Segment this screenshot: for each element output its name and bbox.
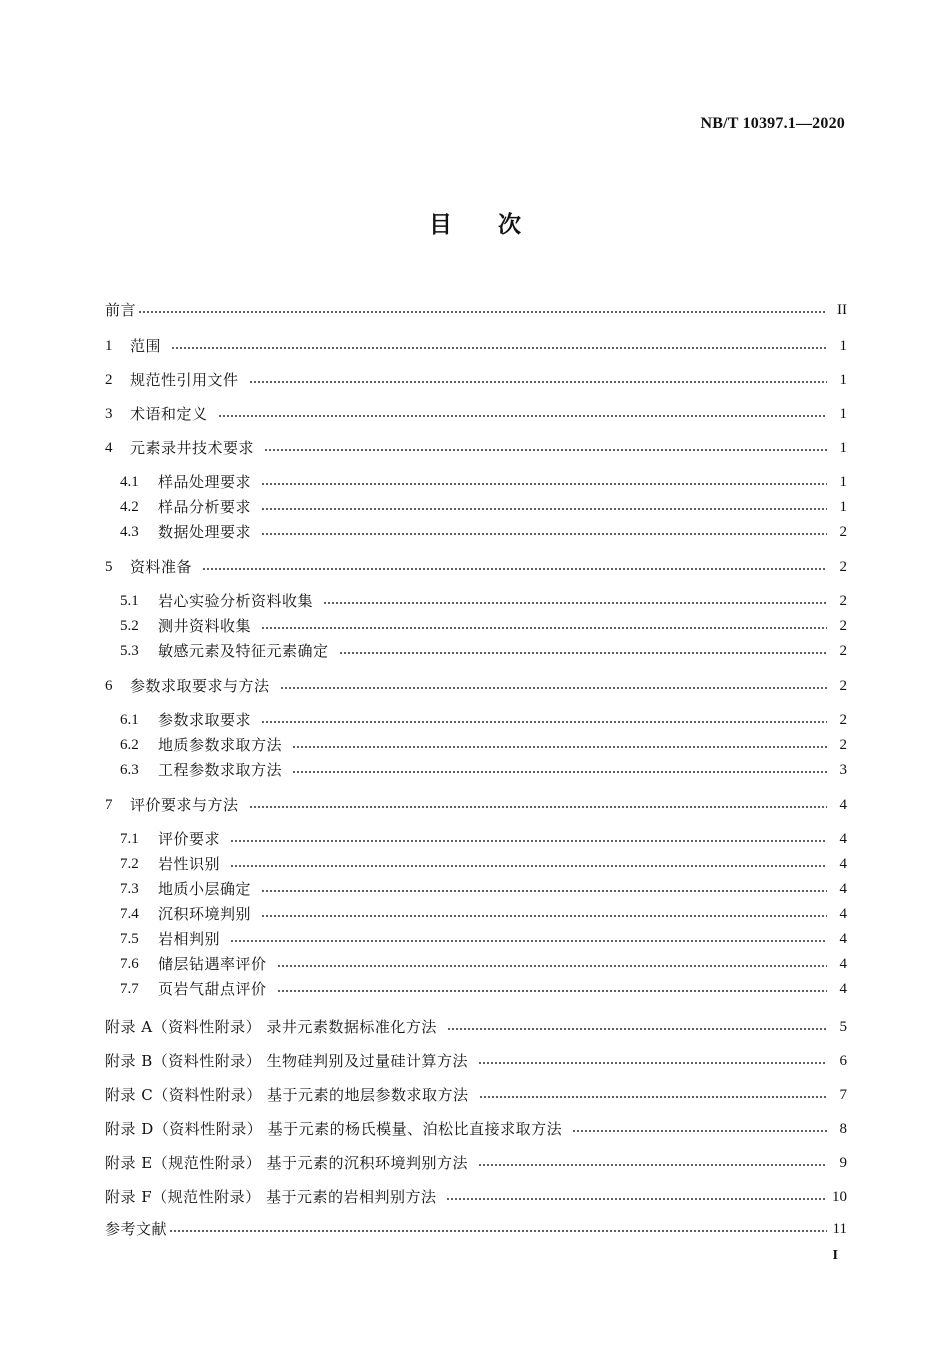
toc-entry[interactable] (105, 1117, 847, 1139)
toc-entry-label: 评价要求与方法 (130, 796, 239, 814)
toc-entry-page: 9 (839, 1155, 847, 1171)
toc-entry-page: 2 (839, 524, 847, 540)
toc-entry-label: 地质小层确定 (158, 880, 252, 898)
toc-entry-label: 工程参数求取方法 (158, 761, 283, 779)
toc-entry-page: 2 (839, 618, 847, 634)
toc-dot-leader (230, 863, 827, 869)
toc-entry[interactable] (105, 368, 847, 390)
toc-entry[interactable] (120, 902, 847, 924)
toc-entry-number: 7 (105, 797, 113, 813)
toc-entry-number: 4 (105, 440, 113, 456)
toc-entry-label: 元素录井技术要求 (130, 439, 255, 457)
toc-dot-leader (280, 685, 827, 691)
toc-entry-page: 1 (839, 440, 847, 456)
toc-entry-label: 资料准备 (130, 558, 193, 576)
toc-entry-page: 2 (839, 559, 847, 575)
toc-entry[interactable] (120, 470, 847, 492)
standard-code: NB/T 10397.1—2020 (700, 115, 845, 132)
toc-entry-number: 6.3 (120, 762, 139, 778)
toc-entry-label: 附录 F（规范性附录） 基于元素的岩相判别方法 (105, 1188, 437, 1206)
page-number: I (832, 1248, 838, 1263)
toc-entry-label: 样品分析要求 (158, 498, 252, 516)
toc-entry[interactable] (120, 852, 847, 874)
toc-entry-number: 5 (105, 559, 113, 575)
toc-entry[interactable] (120, 952, 847, 974)
toc-entry[interactable] (120, 733, 847, 755)
toc-entry[interactable] (105, 1049, 847, 1071)
toc-entry-number: 4.3 (120, 524, 139, 540)
toc-dot-leader (261, 888, 827, 894)
toc-entry-page: 8 (839, 1121, 847, 1137)
toc-entry-page: 2 (839, 593, 847, 609)
toc-entry[interactable] (105, 402, 847, 424)
toc-entry[interactable] (120, 614, 847, 636)
toc-entry[interactable] (120, 927, 847, 949)
toc-entry-label: 敏感元素及特征元素确定 (158, 642, 329, 660)
toc-dot-leader (249, 379, 827, 385)
toc-dot-leader (478, 1060, 827, 1066)
toc-dot-leader (478, 1162, 827, 1168)
toc-entry-page: 10 (832, 1189, 847, 1205)
toc-entry-number: 7.5 (120, 931, 139, 947)
toc-entry-page: 4 (839, 956, 847, 972)
toc-dot-leader (261, 531, 827, 537)
toc-entry[interactable] (120, 877, 847, 899)
toc-entry-page: 1 (839, 499, 847, 515)
toc-entry-label: 数据处理要求 (158, 523, 252, 541)
toc-entry-page: 1 (839, 406, 847, 422)
toc-entry-page: 1 (839, 338, 847, 354)
toc-dot-leader (261, 506, 827, 512)
toc-dot-leader (171, 345, 827, 351)
toc-entry-number: 4.2 (120, 499, 139, 515)
toc-dot-leader (261, 481, 827, 487)
toc-dot-leader (230, 838, 827, 844)
toc-entry[interactable] (105, 1083, 847, 1105)
toc-entry-number: 7.3 (120, 881, 139, 897)
toc-entry-label: 样品处理要求 (158, 473, 252, 491)
document-title: 目 次 (428, 212, 521, 238)
toc-entry-page: 2 (839, 712, 847, 728)
toc-dot-leader (572, 1128, 827, 1134)
toc-dot-leader (138, 309, 827, 315)
toc-entry-page: 4 (839, 856, 847, 872)
toc-entry[interactable] (105, 436, 847, 458)
toc-entry[interactable] (105, 298, 847, 320)
toc-entry[interactable] (120, 708, 847, 730)
toc-dot-leader (277, 988, 827, 994)
toc-entry-number: 5.2 (120, 618, 139, 634)
toc-entry-label: 附录 C（资料性附录） 基于元素的地层参数求取方法 (105, 1086, 469, 1104)
toc-entry-number: 5.1 (120, 593, 139, 609)
toc-entry-label: 术语和定义 (130, 405, 208, 423)
toc-dot-leader (169, 1228, 827, 1234)
toc-entry[interactable] (105, 334, 847, 356)
toc-entry-number: 7.2 (120, 856, 139, 872)
toc-entry-label: 附录 A（资料性附录） 录井元素数据标准化方法 (105, 1018, 437, 1036)
toc-entry[interactable] (105, 1185, 847, 1207)
toc-dot-leader (446, 1196, 826, 1202)
toc-entry-number: 7.6 (120, 956, 139, 972)
toc-entry-label: 岩相判别 (158, 930, 221, 948)
toc-dot-leader (292, 769, 827, 775)
toc-entry-label: 附录 D（资料性附录） 基于元素的杨氏模量、泊松比直接求取方法 (105, 1120, 563, 1138)
toc-entry-page: 4 (839, 797, 847, 813)
toc-dot-leader (323, 600, 827, 606)
toc-dot-leader (479, 1094, 827, 1100)
toc-entry-label: 参数求取要求与方法 (130, 677, 270, 695)
toc-entry[interactable] (120, 589, 847, 611)
toc-entry-label: 岩心实验分析资料收集 (158, 592, 314, 610)
toc-entry-page: 2 (839, 643, 847, 659)
toc-entry-number: 6.1 (120, 712, 139, 728)
toc-entry-page: 2 (839, 737, 847, 753)
toc-entry[interactable] (105, 1015, 847, 1037)
toc-entry-number: 1 (105, 338, 113, 354)
toc-dot-leader (277, 963, 827, 969)
toc-entry-number: 6.2 (120, 737, 139, 753)
toc-dot-leader (261, 913, 827, 919)
toc-entry[interactable] (120, 639, 847, 661)
toc-entry-number: 6 (105, 678, 113, 694)
toc-dot-leader (264, 447, 827, 453)
toc-dot-leader (292, 744, 827, 750)
toc-entry-number: 7.1 (120, 831, 139, 847)
toc-entry-number: 5.3 (120, 643, 139, 659)
toc-dot-leader (202, 566, 827, 572)
toc-entry-page: 11 (832, 1221, 847, 1237)
toc-entry-page: 1 (839, 474, 847, 490)
toc-entry[interactable] (120, 495, 847, 517)
toc-entry-number: 4.1 (120, 474, 139, 490)
toc-entry-label: 参数求取要求 (158, 711, 252, 729)
toc-entry-label: 页岩气甜点评价 (158, 980, 267, 998)
toc-entry[interactable] (120, 827, 847, 849)
toc-entry-page: 4 (839, 931, 847, 947)
toc-entry[interactable] (120, 520, 847, 542)
toc-entry-page: 2 (839, 678, 847, 694)
toc-entry[interactable] (105, 1217, 847, 1239)
toc-dot-leader (261, 719, 827, 725)
toc-entry-label: 储层钻遇率评价 (158, 955, 267, 973)
toc-entry-label: 测井资料收集 (158, 617, 252, 635)
toc-entry-label: 参考文献 (105, 1220, 168, 1238)
toc-entry-label: 范围 (130, 337, 162, 355)
toc-entry[interactable] (105, 793, 847, 815)
toc-entry-number: 3 (105, 406, 113, 422)
toc-entry[interactable] (120, 977, 847, 999)
toc-entry-page: 7 (839, 1087, 847, 1103)
toc-entry-page: II (837, 302, 847, 318)
toc-entry-page: 4 (839, 906, 847, 922)
toc-entry-page: 3 (839, 762, 847, 778)
toc-entry-label: 规范性引用文件 (130, 371, 239, 389)
toc-entry-label: 附录 E（规范性附录） 基于元素的沉积环境判别方法 (105, 1154, 468, 1172)
toc-dot-leader (447, 1026, 827, 1032)
toc-entry-number: 7.4 (120, 906, 139, 922)
toc-entry-label: 地质参数求取方法 (158, 736, 283, 754)
toc-entry-number: 7.7 (120, 981, 139, 997)
toc-dot-leader (339, 650, 827, 656)
toc-entry-page: 6 (839, 1053, 847, 1069)
toc-entry-label: 前言 (105, 301, 137, 319)
toc-entry-label: 附录 B（资料性附录） 生物硅判别及过量硅计算方法 (105, 1052, 469, 1070)
toc-entry-page: 4 (839, 831, 847, 847)
toc-dot-leader (218, 413, 827, 419)
toc-entry[interactable] (105, 555, 847, 577)
toc-entry-page: 4 (839, 981, 847, 997)
toc-entry-page: 1 (839, 372, 847, 388)
toc-entry-label: 评价要求 (158, 830, 221, 848)
toc-entry[interactable] (105, 1151, 847, 1173)
toc-dot-leader (249, 804, 827, 810)
toc-entry-page: 5 (839, 1019, 847, 1035)
toc-entry-label: 沉积环境判别 (158, 905, 252, 923)
toc-dot-leader (261, 625, 827, 631)
toc-entry[interactable] (120, 758, 847, 780)
toc-entry[interactable] (105, 674, 847, 696)
toc-entry-label: 岩性识别 (158, 855, 221, 873)
toc-entry-page: 4 (839, 881, 847, 897)
toc-dot-leader (230, 938, 827, 944)
toc-entry-number: 2 (105, 372, 113, 388)
